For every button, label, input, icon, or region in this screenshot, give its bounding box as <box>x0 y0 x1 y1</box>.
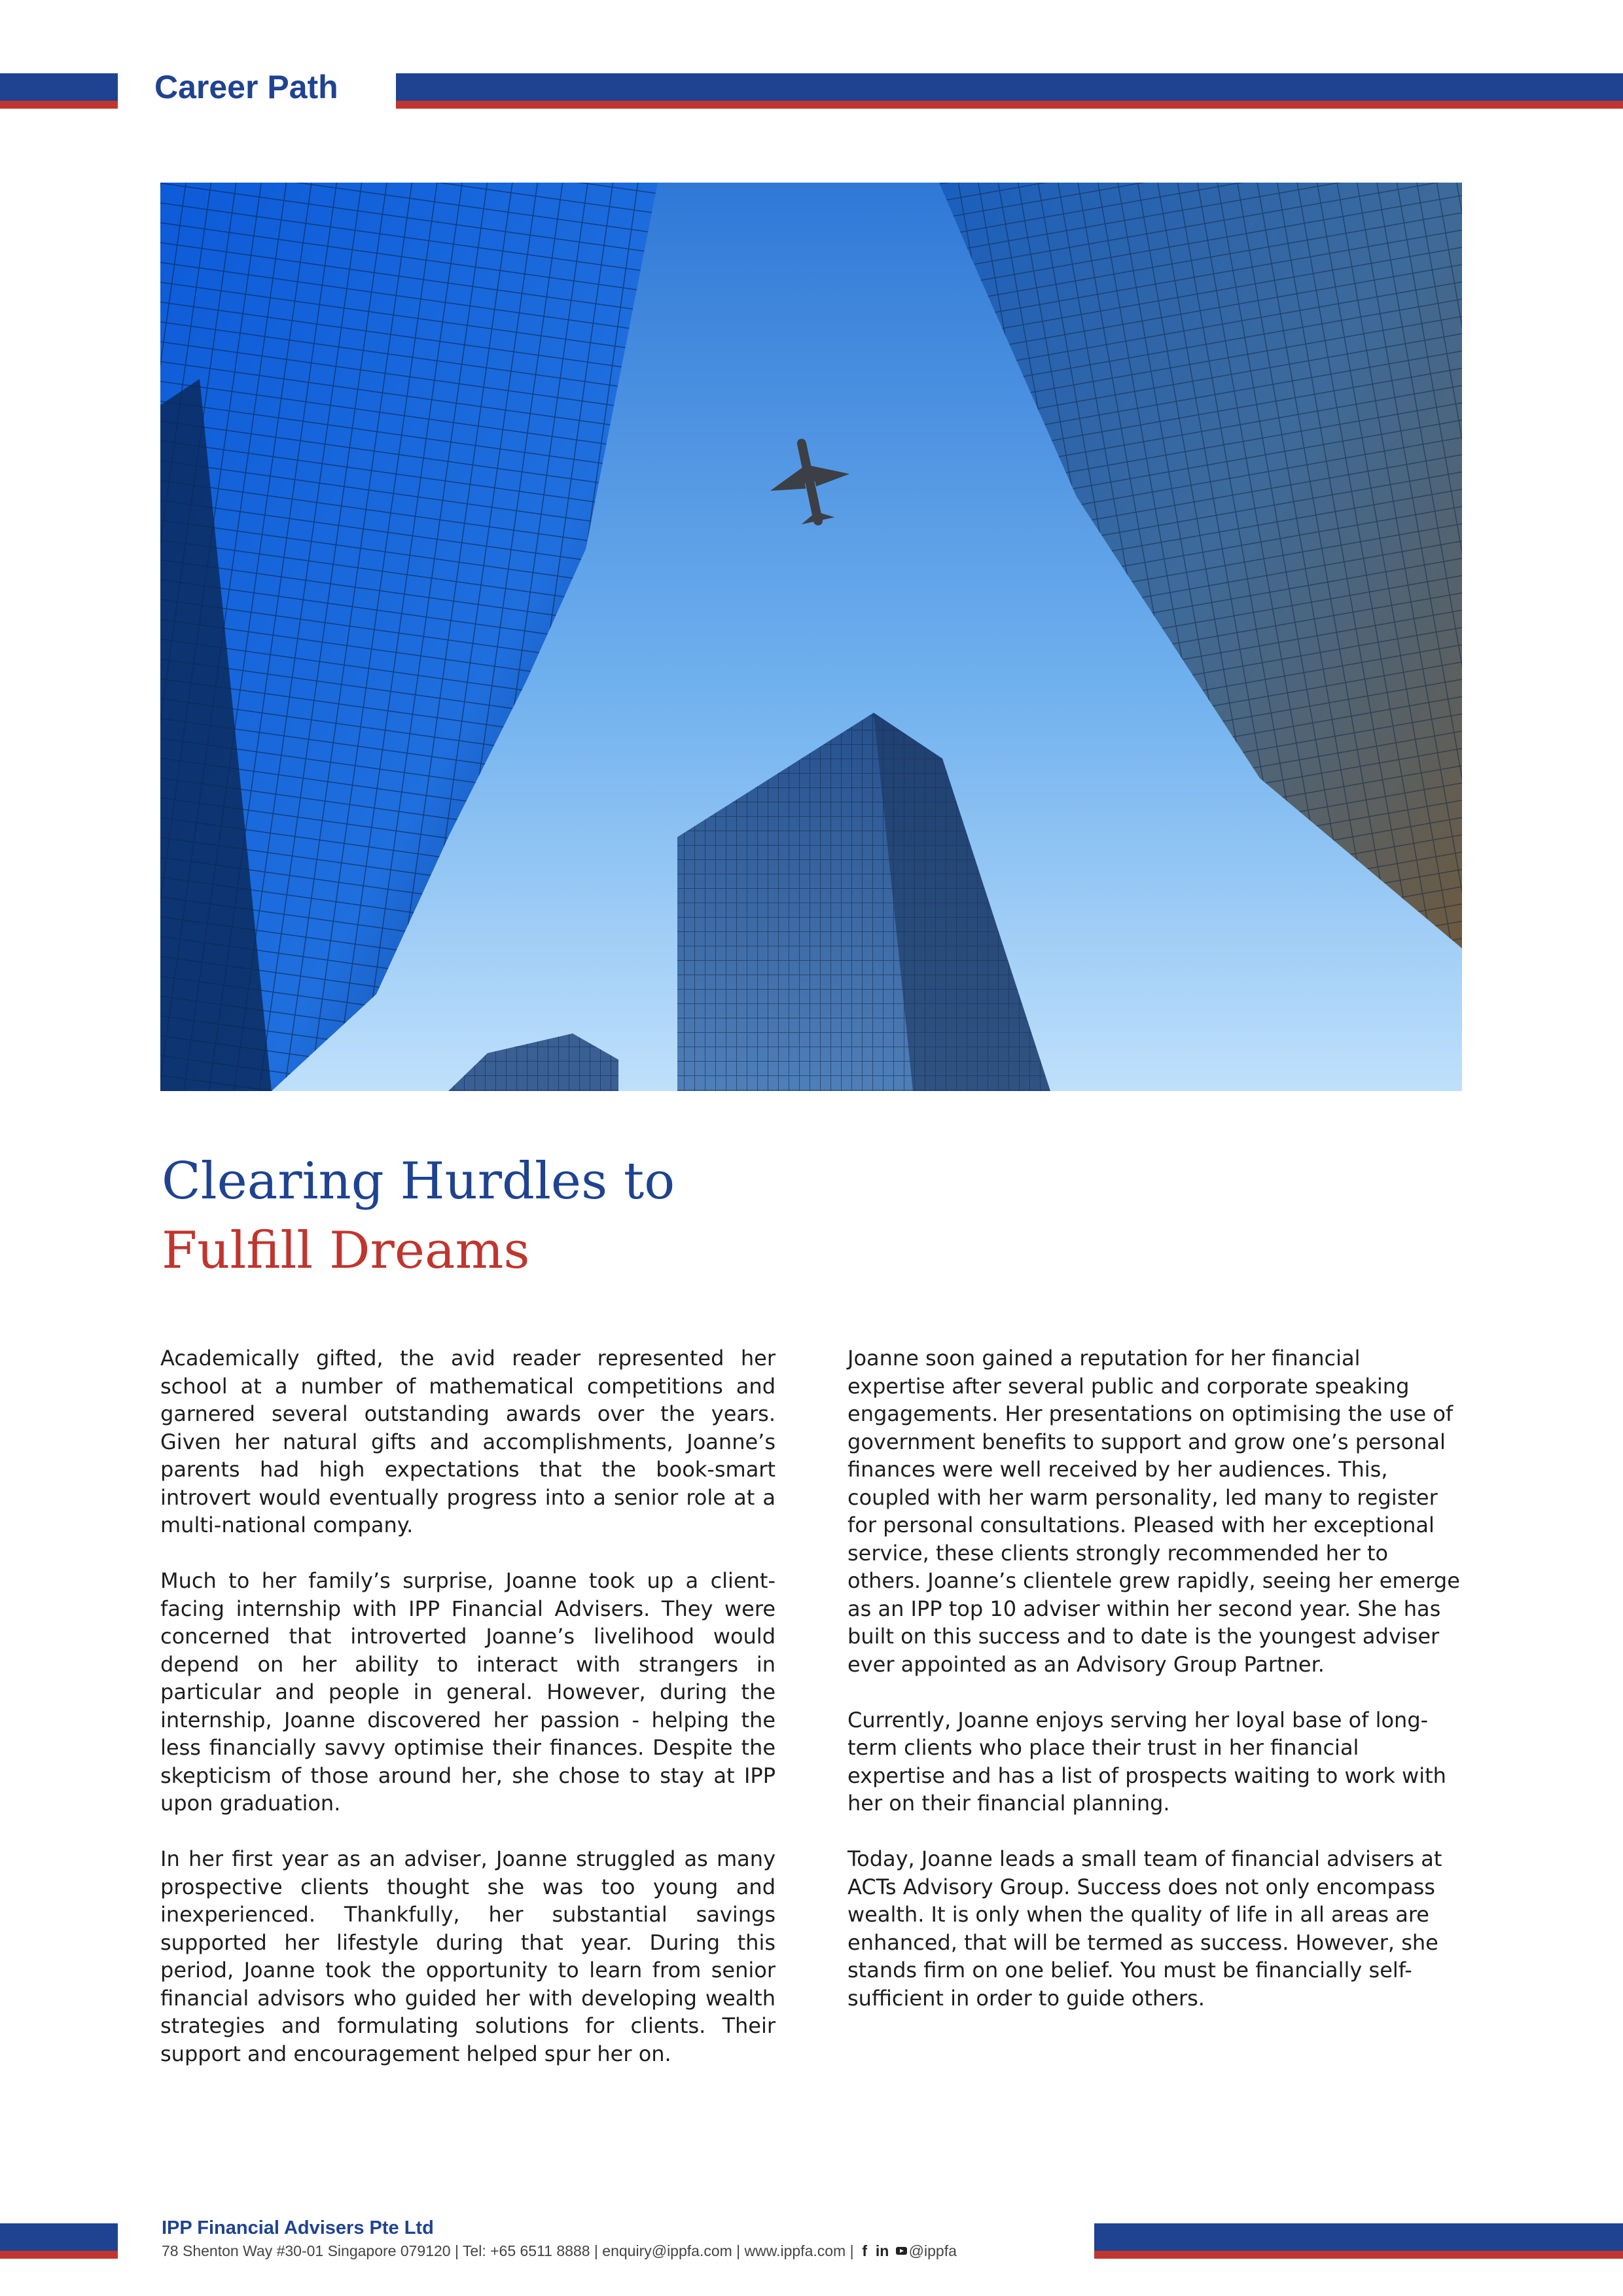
footer-bar-left <box>0 2223 118 2259</box>
footer-address: 78 Shenton Way #30-01 Singapore 079120 | Tel: +65 6511 8888 | enquiry@ippfa.com | www.ippfa.com | <box>162 2242 854 2259</box>
article-column-left <box>160 1344 776 2096</box>
paragraph: Today, Joanne leads a small team of financial advisers at ACTs Advisory Group. Success does not only encompass wealth. It is only when the quality of life in all areas are enhanced, that will be termed as success. However, she stands firm on one belief. You must be financially self-sufficient in order to guide others. <box>847 1846 1442 2011</box>
paragraph: Currently, Joanne enjoys serving her loyal base of long-term clients who place their trust in her financial expertise and has a list of prospects waiting to work with her on their financial planning. <box>847 1707 1446 1816</box>
footer-company-name: IPP Financial Advisers Pte Ltd <box>162 2217 434 2238</box>
article-headline <box>162 1147 675 1285</box>
headline-line-1: Clearing Hurdles to <box>162 1152 675 1211</box>
paragraph: Joanne soon gained a reputation for her financial expertise after several public and corporate speaking engagements. Her presentations on optimising the use of government benefits to support and grow one’s personal finances were well received by her audiences. This, coupled with her warm personality, led many to register for personal consultations. Pleased with her exceptional service, these clients strongly recommended her to others. Joanne’s clientele grew rapidly, seeing her emerge as an IPP top 10 adviser within her second year. She has built on this success and to date is the youngest adviser ever appointed as an Advisory Group Partner. <box>847 1346 1460 1677</box>
article-column-right <box>847 1344 1463 2040</box>
footer-bar-right <box>1094 2223 1623 2259</box>
header-bar-left <box>0 73 118 109</box>
hero-image <box>160 183 1462 1091</box>
section-title: Career Path <box>154 69 338 105</box>
skyscrapers-airplane-photo-icon <box>160 183 1462 1091</box>
headline-line-2: Fulfill Dreams <box>162 1221 530 1280</box>
facebook-icon[interactable]: f <box>862 2242 868 2259</box>
header-bar-right <box>396 73 1623 109</box>
paragraph: In her first year as an adviser, Joanne struggled as many prospective clients thought she was too young and inexperienced. Thankfully, her substantial savings supported her lifestyle during that year. During this period, Joanne took the opportunity to learn from senior financial advisors who guided her with developing wealth strategies and formulating solutions for clients. Their support and encouragement helped spur her on. <box>160 1846 776 2066</box>
social-handle: @ippfa <box>908 2242 957 2259</box>
paragraph: Academically gifted, the avid reader represented her school at a number of mathematical competitions and garnered several outstanding awards over the years. Given her natural gifts and accomplishments, Joanne’s parents had high expectations that the book-smart introvert would eventually progress into a senior role at a multi-national company. <box>160 1346 776 1537</box>
footer-contact-line <box>162 2244 957 2259</box>
youtube-icon[interactable] <box>896 2247 907 2255</box>
linkedin-icon[interactable]: in <box>875 2242 889 2259</box>
paragraph: Much to her family’s surprise, Joanne took up a client-facing internship with IPP Financial Advisers. They were concerned that introverted Joanne’s livelihood would depend on her ability to interact with strangers in particular and people in general. However, during the internship, Joanne discovered her passion - helping the less financially savvy optimise their finances. Despite the skepticism of those around her, she chose to stay at IPP upon graduation. <box>160 1568 776 1816</box>
